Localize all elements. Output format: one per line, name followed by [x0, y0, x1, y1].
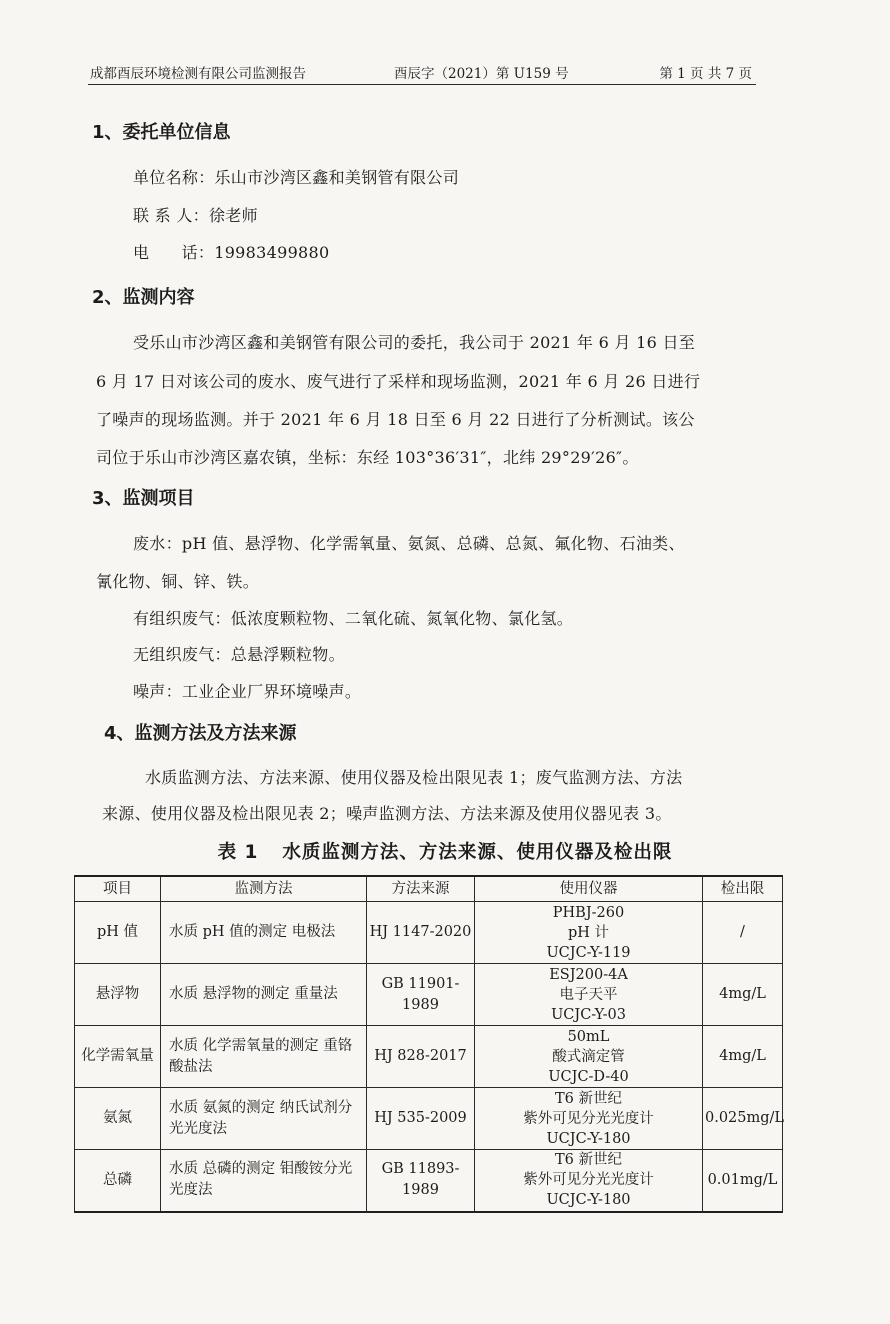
instrument-model: T6 新世纪	[554, 1152, 622, 1169]
contact-person: 联 系 人：徐老师	[133, 206, 258, 225]
section2-title: 2、监测内容	[92, 287, 195, 308]
row-limit: 4mg/L	[703, 1026, 783, 1088]
instrument-id: UCJC-Y-180	[546, 1130, 631, 1147]
section4-title: 4、监测方法及方法来源	[104, 723, 297, 744]
row-item: 总磷	[75, 1150, 161, 1212]
row-method: 水质 氨氮的测定 纳氏试剂分光光度法	[161, 1088, 367, 1150]
row-source: GB 11893-1989	[367, 1150, 475, 1212]
row-item: 化学需氧量	[75, 1026, 161, 1088]
row-item: 悬浮物	[75, 964, 161, 1026]
table-row	[75, 1150, 783, 1212]
table1-number: 表 1	[217, 842, 259, 863]
content-line-4: 司位于乐山市沙湾区嘉农镇，坐标：东经 103°36′31″，北纬 29°29′26″。	[96, 448, 639, 467]
row-instrument	[475, 1088, 703, 1150]
section3-title: 3、监测项目	[92, 488, 195, 509]
row-source: HJ 535-2009	[367, 1088, 475, 1150]
methods-line-1: 水质监测方法、方法来源、使用仪器及检出限见表 1；废气监测方法、方法	[145, 768, 683, 787]
instrument-id: UCJC-D-40	[548, 1068, 629, 1085]
instrument-name: 紫外可见分光光度计	[523, 1172, 654, 1189]
unit-name: 单位名称：乐山市沙湾区鑫和美钢管有限公司	[133, 168, 460, 187]
row-method: 水质 化学需氧量的测定 重铬酸盐法	[161, 1026, 367, 1088]
instrument-model: 50mL	[567, 1028, 610, 1045]
row-source: GB 11901-1989	[367, 964, 475, 1026]
instrument-model: ESJ200-4A	[549, 966, 628, 983]
instrument-model: PHBJ-260	[552, 904, 625, 921]
header-report-number: 酉辰字（2021）第 U159 号	[394, 66, 569, 82]
table-row	[75, 1026, 783, 1088]
row-limit: 4mg/L	[703, 964, 783, 1026]
instrument-id: UCJC-Y-119	[546, 944, 631, 961]
instrument-name: 电子天平	[559, 986, 618, 1003]
table-row	[75, 1088, 783, 1150]
wastewater-items-1: 废水：pH 值、悬浮物、化学需氧量、氨氮、总磷、总氮、氟化物、石油类、	[133, 534, 685, 553]
phone-label: 电 话：	[133, 243, 215, 262]
row-method: 水质 总磷的测定 钼酸铵分光光度法	[161, 1150, 367, 1212]
row-instrument	[475, 964, 703, 1026]
section1-title: 1、委托单位信息	[92, 122, 231, 143]
header-company: 成都酉辰环境检测有限公司监测报告	[90, 66, 306, 82]
row-source: HJ 828-2017	[367, 1026, 475, 1088]
row-instrument	[475, 1150, 703, 1212]
content-line-1: 受乐山市沙湾区鑫和美钢管有限公司的委托，我公司于 2021 年 6 月 16 日至	[133, 333, 696, 352]
instrument-id: UCJC-Y-03	[551, 1006, 626, 1023]
instrument-name: 紫外可见分光光度计	[523, 1110, 654, 1127]
instrument-name: 酸式滴定管	[552, 1048, 625, 1065]
row-item: pH 值	[75, 902, 161, 964]
content-line-2: 6 月 17 日对该公司的废水、废气进行了采样和现场监测，2021 年 6 月 26 日进行	[96, 372, 701, 391]
col-header-item: 项目	[75, 876, 161, 902]
row-source: HJ 1147-2020	[367, 902, 475, 964]
row-limit: 0.025mg/L	[703, 1088, 783, 1150]
col-header-method: 监测方法	[161, 876, 367, 902]
noise-items: 噪声：工业企业厂界环境噪声。	[133, 682, 362, 701]
col-header-source: 方法来源	[367, 876, 475, 902]
table1-caption: 水质监测方法、方法来源、使用仪器及检出限	[282, 842, 673, 863]
methods-line-2: 来源、使用仪器及检出限见表 2；噪声监测方法、方法来源及使用仪器见表 3。	[102, 804, 672, 823]
table-row	[75, 964, 783, 1026]
col-header-limit: 检出限	[703, 876, 783, 902]
row-instrument	[475, 1026, 703, 1088]
content-line-3: 了噪声的现场监测。并于 2021 年 6 月 18 日至 6 月 22 日进行了分析测试。该公	[96, 410, 695, 429]
row-limit: 0.01mg/L	[703, 1150, 783, 1212]
phone-line	[133, 240, 330, 263]
instrument-name: pH 计	[567, 924, 610, 941]
table1-title	[0, 838, 890, 864]
row-limit: /	[703, 902, 783, 964]
organized-gas-items: 有组织废气：低浓度颗粒物、二氧化硫、氮氧化物、氯化氢。	[133, 609, 574, 628]
unorganized-gas-items: 无组织废气：总悬浮颗粒物。	[133, 645, 345, 664]
table-row	[75, 902, 783, 964]
row-method: 水质 pH 值的测定 电极法	[161, 902, 367, 964]
row-instrument	[475, 902, 703, 964]
header-page-info: 第 1 页 共 7 页	[659, 66, 752, 82]
col-header-instrument: 使用仪器	[475, 876, 703, 902]
instrument-model: T6 新世纪	[554, 1090, 622, 1107]
instrument-id: UCJC-Y-180	[546, 1192, 631, 1209]
row-method: 水质 悬浮物的测定 重量法	[161, 964, 367, 1026]
row-item: 氨氮	[75, 1088, 161, 1150]
wastewater-items-2: 氰化物、铜、锌、铁。	[96, 572, 260, 591]
page-header	[88, 60, 756, 85]
table-header-row	[75, 876, 783, 902]
phone-number: 19983499880	[214, 243, 330, 262]
water-methods-table	[74, 875, 783, 1213]
